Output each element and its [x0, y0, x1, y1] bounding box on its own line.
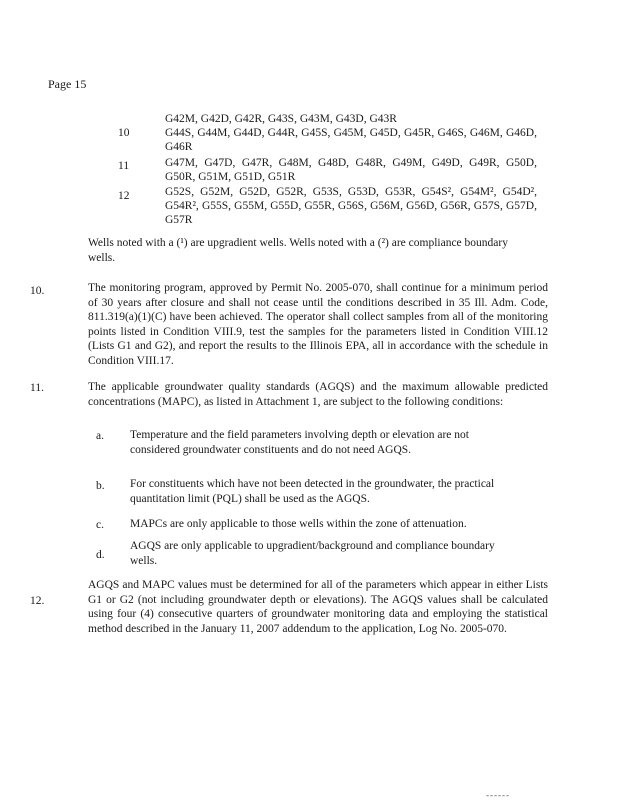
well-row: G52S, G52M, G52D, G52R, G53S, G53D, G53R, G54S², G54M², G54D², G54R², G55S, G55M, G55D, G55R, G56S, G56M, G56D, G56R, G57S, G57D, G57R: [165, 186, 537, 227]
item-paragraph: AGQS and MAPC values must be determined for all of the parameters which appear in either Lists G1 or G2 (not including groundwater depth or elevations). The AGQS values shall be calculated using four (4) consecutive quarters of groundwater monitoring data and employing the statistical method described in the January 11, 2007 addendum to the application, Log No. 2005-070.: [88, 579, 548, 635]
subitem-label: b.: [96, 480, 105, 492]
well-row-number: 11: [118, 160, 130, 172]
item-paragraph: The applicable groundwater quality standards (AGQS) and the maximum allowable predicted concentrations (MAPC), as listed in Attachment 1, are subject to the following conditions:: [88, 381, 548, 408]
item-paragraph: The monitoring program, approved by Permit No. 2005-070, shall continue for a minimum period of 30 years after closure and shall not cease until the conditions described in 35 Ill. Adm. Code, 811.319(a)(1)(C) have been achieved. The operator shall collect samples from all of the monitoring points listed in Condition VIII.9, test the samples for the parameters listed in Condition VIII.12 (Lists G1 and G2), and report the results to the Illinois EPA, all in accordance with the schedule in Condition VIII.17.: [88, 282, 548, 367]
well-row-number: 12: [118, 190, 130, 202]
well-note: Wells noted with a (¹) are upgradient wells. Wells noted with a (²) are compliance boundary wells.: [88, 237, 508, 264]
subitem-label: a.: [96, 430, 104, 442]
well-row: G47M, G47D, G47R, G48M, G48D, G48R, G49M, G49D, G49R, G50D, G50R, G51M, G51D, G51R: [165, 157, 537, 184]
subitem-text: For constituents which have not been detected in the groundwater, the practical quantitation limit (PQL) shall be used as the AGQS.: [130, 478, 495, 505]
subitem-label: d.: [96, 549, 105, 561]
page-footer: ------: [486, 790, 510, 800]
subitem-text: AGQS are only applicable to upgradient/background and compliance boundary wells.: [130, 540, 495, 567]
well-row: G44S, G44M, G44D, G44R, G45S, G45M, G45D, G45R, G46S, G46M, G46D, G46R: [165, 127, 537, 154]
well-row: G42M, G42D, G42R, G43S, G43M, G43D, G43R: [165, 113, 397, 125]
item-number: 12.: [30, 595, 45, 607]
page-header: Page 15: [48, 77, 87, 91]
well-row-number: 10: [118, 127, 130, 139]
subitem-text: Temperature and the field parameters involving depth or elevation are not considered groundwater constituents and do not need AGQS.: [130, 429, 469, 456]
subitem-label: c.: [96, 519, 104, 531]
item-number: 10.: [30, 285, 45, 297]
item-number: 11.: [30, 382, 44, 394]
subitem-text: MAPCs are only applicable to those wells within the zone of attenuation.: [130, 518, 467, 530]
